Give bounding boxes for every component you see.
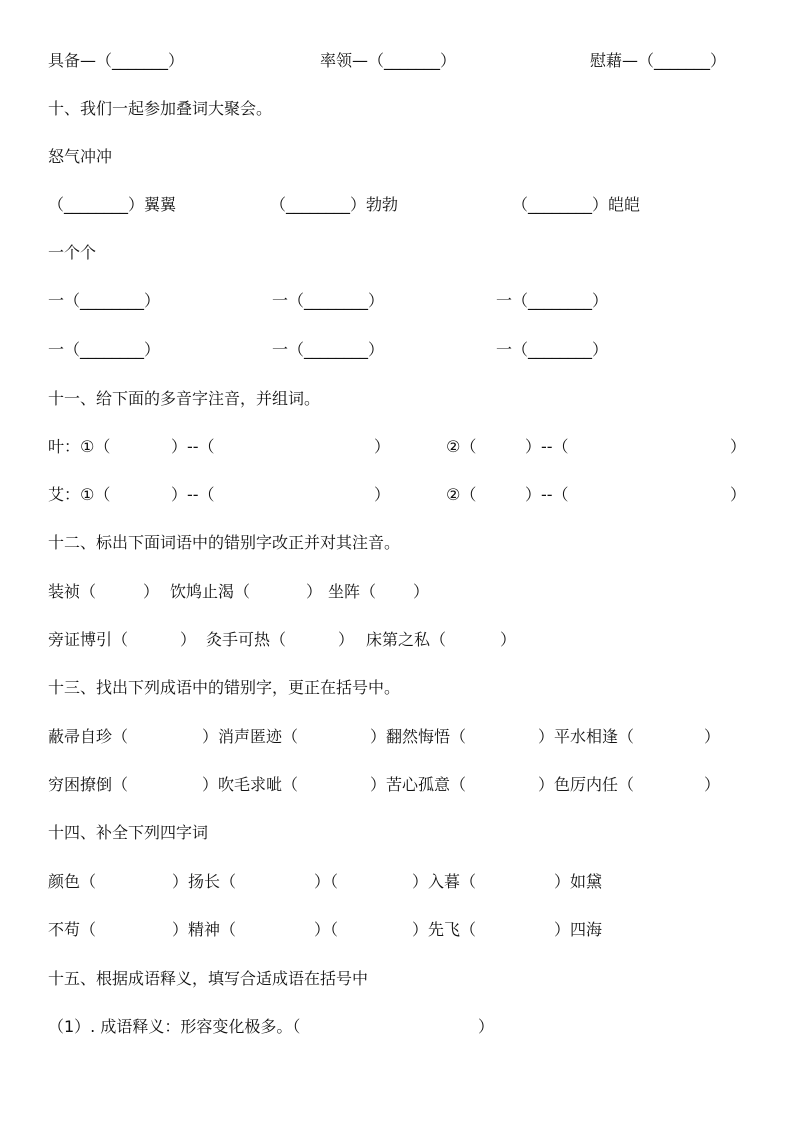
line-segment: 十五、根据成语释义，填写合适成语在括号中 xyxy=(48,969,369,988)
line-segment: 灸手可热（ xyxy=(206,630,287,649)
line-segment: （________）勃勃 xyxy=(270,195,399,214)
line-segment: ）翻然悔悟（ xyxy=(370,727,467,746)
worksheet-line xyxy=(48,967,746,991)
line-segment: ） xyxy=(413,582,430,601)
worksheet-line xyxy=(48,531,746,555)
line-segment: ）吹毛求呲（ xyxy=(202,775,299,794)
line-segment: 慰藉—（_______） xyxy=(590,51,727,70)
worksheet-line xyxy=(48,483,746,507)
line-segment: 十一、给下面的多音字注音，并组词。 xyxy=(48,389,321,408)
line-segment: 十、我们一起参加叠词大聚会。 xyxy=(48,99,273,118)
line-segment: 不苟（ xyxy=(48,920,97,939)
line-segment: 叶：①（ xyxy=(48,437,111,456)
line-segment: 一（________） xyxy=(48,340,161,359)
line-segment: ） xyxy=(338,630,355,649)
line-segment: 十四、补全下列四字词 xyxy=(48,823,209,842)
line-segment: ②（ xyxy=(446,437,477,456)
worksheet-line xyxy=(48,1015,746,1039)
worksheet-line xyxy=(48,338,746,362)
line-segment: 坐阵（ xyxy=(328,582,377,601)
line-segment: （________）皑皑 xyxy=(512,195,641,214)
line-segment: （________）翼翼 xyxy=(48,195,177,214)
line-segment: ）--（ xyxy=(171,437,215,456)
line-segment: 旁证博引（ xyxy=(48,630,129,649)
line-segment: ） xyxy=(374,437,391,456)
line-segment: ）色厉内任（ xyxy=(538,775,635,794)
line-segment: ②（ xyxy=(446,485,477,504)
line-segment: ）苦心孤意（ xyxy=(370,775,467,794)
line-segment: 蔽帚自珍（ xyxy=(48,727,129,746)
line-segment: 具备—（_______） xyxy=(48,51,185,70)
line-segment: ）--（ xyxy=(525,485,569,504)
line-segment: 装祯（ xyxy=(48,582,97,601)
worksheet-line xyxy=(48,676,746,700)
line-segment: ）--（ xyxy=(171,485,215,504)
line-segment: ）先飞（ xyxy=(412,920,477,939)
line-segment: ） xyxy=(500,630,517,649)
line-segment: 怒气冲冲 xyxy=(48,147,113,166)
line-segment: ）如黛 xyxy=(554,872,603,891)
line-segment: ）四海 xyxy=(554,920,603,939)
line-segment: ） xyxy=(143,582,160,601)
line-segment: 颜色（ xyxy=(48,872,97,891)
worksheet-line xyxy=(48,387,746,411)
line-segment: 十三、找出下列成语中的错别字，更正在括号中。 xyxy=(48,678,401,697)
line-segment: （1）. 成语释义：形容变化极多。（ xyxy=(48,1017,301,1036)
worksheet-line xyxy=(48,821,746,845)
worksheet-line xyxy=(48,628,746,652)
line-segment: ） xyxy=(704,727,721,746)
line-segment: ） xyxy=(730,485,747,504)
worksheet-line xyxy=(48,289,746,313)
line-segment: 一（________） xyxy=(496,291,609,310)
line-segment: 艾：①（ xyxy=(48,485,111,504)
line-segment: 一（________） xyxy=(272,340,385,359)
worksheet-line xyxy=(48,773,746,797)
line-segment: ） xyxy=(306,582,323,601)
line-segment: 床第之私（ xyxy=(366,630,447,649)
line-segment: 饮鸠止渴（ xyxy=(170,582,251,601)
line-segment: ） xyxy=(730,437,747,456)
line-segment: ）消声匿迹（ xyxy=(202,727,299,746)
worksheet-line xyxy=(48,918,746,942)
worksheet-line xyxy=(48,435,746,459)
worksheet-line xyxy=(48,241,746,265)
worksheet-line xyxy=(48,870,746,894)
line-segment: ）（ xyxy=(314,920,339,939)
line-segment: ）平水相逢（ xyxy=(538,727,635,746)
line-segment: 一个个 xyxy=(48,243,97,262)
line-segment: ） xyxy=(374,485,391,504)
worksheet-line xyxy=(48,145,746,169)
worksheet-line xyxy=(48,49,746,73)
line-segment: 十二、标出下面词语中的错别字改正并对其注音。 xyxy=(48,533,401,552)
line-segment: ）（ xyxy=(314,872,339,891)
line-segment: ）精神（ xyxy=(172,920,237,939)
line-segment: ）--（ xyxy=(525,437,569,456)
line-segment: ） xyxy=(180,630,197,649)
worksheet-line xyxy=(48,580,746,604)
worksheet-line xyxy=(48,725,746,749)
worksheet-line xyxy=(48,97,746,121)
line-segment: ）入暮（ xyxy=(412,872,477,891)
line-segment: 一（________） xyxy=(272,291,385,310)
line-segment: 一（________） xyxy=(496,340,609,359)
line-segment: 穷困撩倒（ xyxy=(48,775,129,794)
line-segment: ）扬长（ xyxy=(172,872,237,891)
line-segment: 率领—（_______） xyxy=(320,51,457,70)
worksheet-line xyxy=(48,193,746,217)
line-segment: ） xyxy=(704,775,721,794)
line-segment: ） xyxy=(478,1017,495,1036)
line-segment: 一（________） xyxy=(48,291,161,310)
